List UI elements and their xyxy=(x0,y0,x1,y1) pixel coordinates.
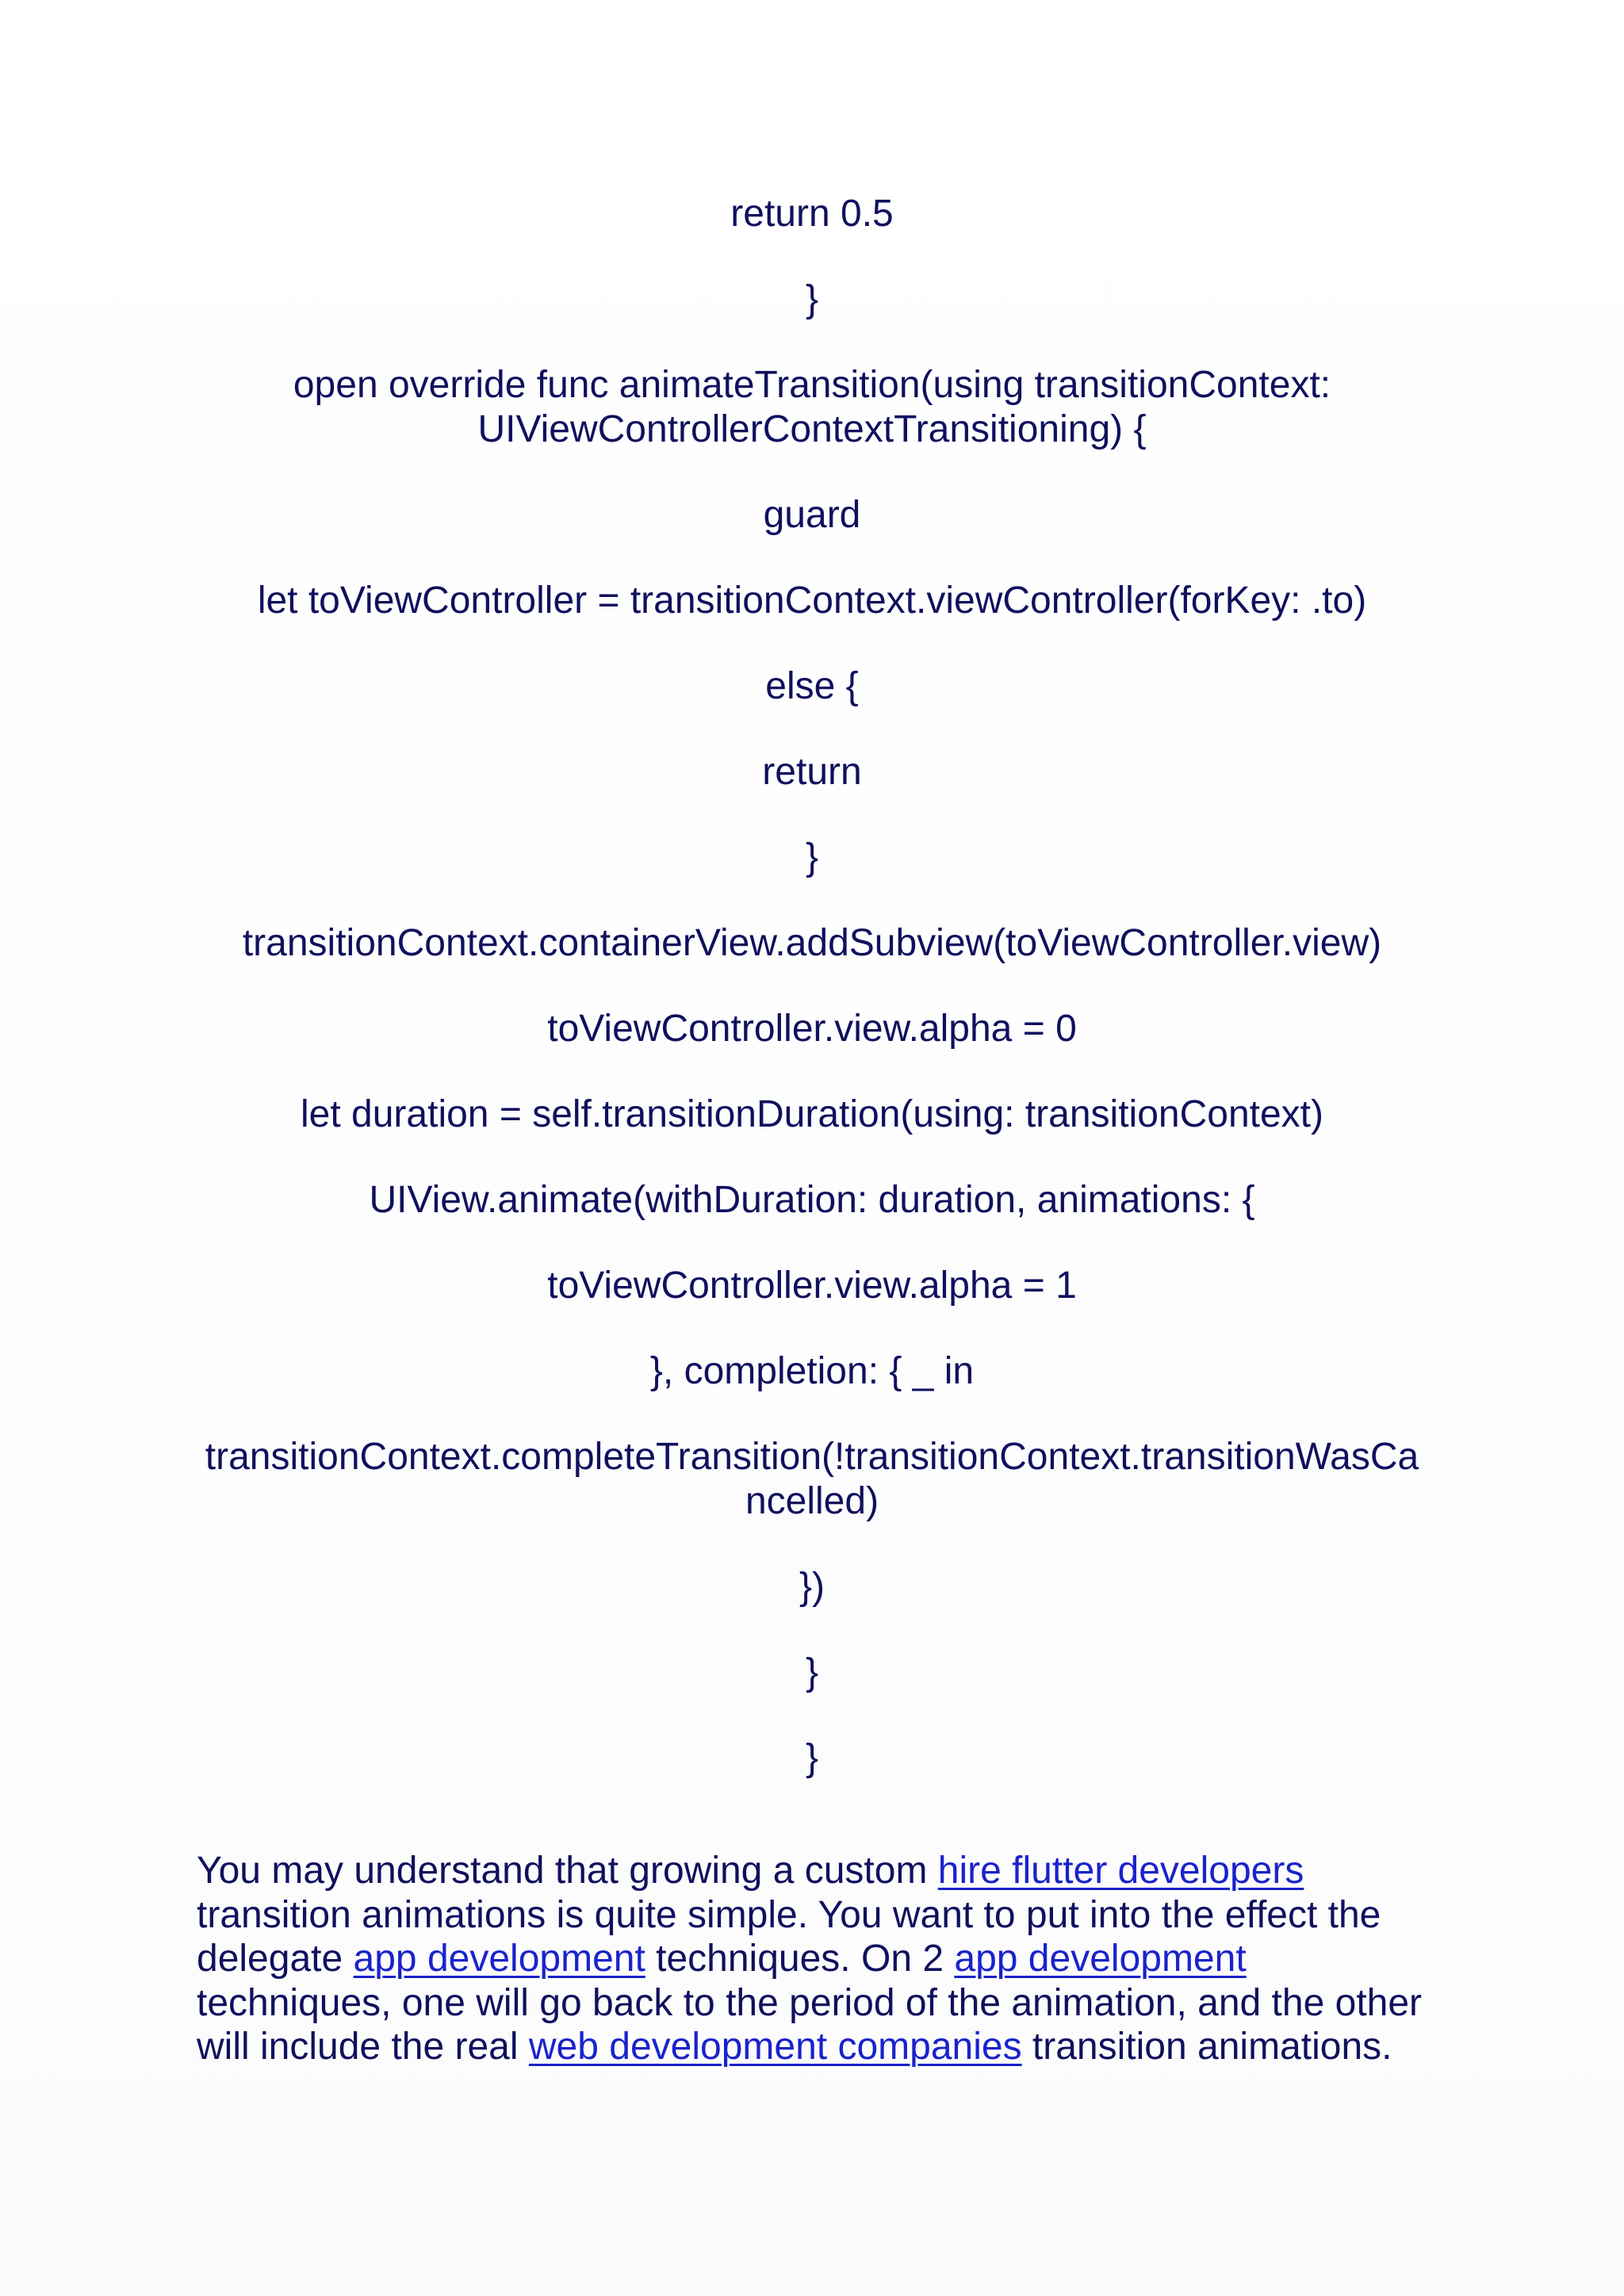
body-paragraph xyxy=(197,1849,1434,2069)
link-hire-flutter-developers[interactable]: hire flutter developers xyxy=(937,1850,1304,1892)
code-line: } xyxy=(805,1651,819,1693)
code-line: transitionContext.completeTransition(!transitionContext.transitionWasCancelled) xyxy=(205,1436,1419,1522)
code-line: UIView.animate(withDuration: duration, animations: { xyxy=(369,1179,1255,1221)
code-line: return xyxy=(762,751,862,793)
paragraph-text: techniques, one will go back to the period of the animation, and the other will include the real xyxy=(197,1981,1423,2068)
code-line: } xyxy=(805,836,819,878)
code-line: else { xyxy=(765,665,859,707)
paragraph-text: transition animations is quite simple. You want to put into the effect the delegate xyxy=(197,1893,1381,1980)
code-line: }) xyxy=(799,1566,825,1608)
code-line: toViewController.view.alpha = 0 xyxy=(547,1008,1077,1050)
code-line: } xyxy=(805,278,819,320)
paragraph-text: You may understand that growing a custom xyxy=(197,1850,938,1892)
link-web-development-companies[interactable]: web development companies xyxy=(528,2026,1022,2068)
link-app-development[interactable]: app development xyxy=(353,1938,645,1980)
code-line: guard xyxy=(763,494,861,536)
code-line: }, completion: { _ in xyxy=(649,1350,975,1392)
code-line: return 0.5 xyxy=(730,193,894,235)
code-line: transitionContext.containerView.addSubview(toViewController.view) xyxy=(242,922,1382,964)
link-app-development-2[interactable]: app development xyxy=(954,1938,1247,1980)
paragraph-text: techniques. On 2 xyxy=(645,1938,955,1980)
code-snippet xyxy=(198,192,1426,1822)
code-line: } xyxy=(805,1737,819,1779)
code-line: let toViewController = transitionContext.viewController(forKey: .to) xyxy=(257,580,1367,622)
paragraph-text: transition animations. xyxy=(1021,2026,1392,2068)
code-line: let duration = self.transitionDuration(using: transitionContext) xyxy=(301,1093,1323,1135)
code-line: toViewController.view.alpha = 1 xyxy=(547,1265,1077,1307)
code-line: open override func animateTransition(using transitionContext: UIViewControllerContextTransitioning) { xyxy=(293,364,1342,450)
